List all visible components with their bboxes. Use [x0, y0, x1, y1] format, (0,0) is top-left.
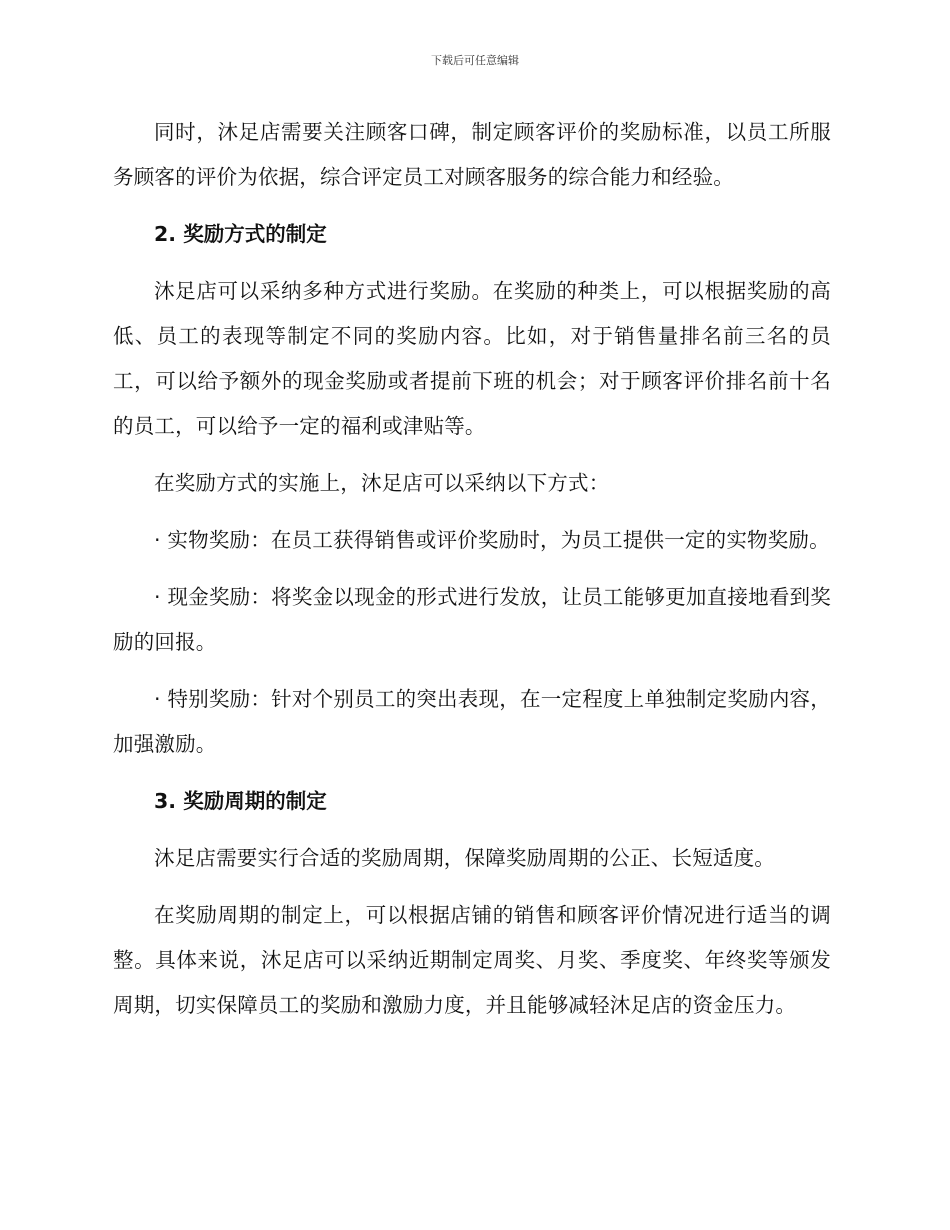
paragraph-reward-cycle-details: 在奖励周期的制定上，可以根据店铺的销售和顾客评价情况进行适当的调整。具体来说，沐足店可以采纳近期制定周奖、月奖、季度奖、年终奖等颁发周期，切实保障员工的奖励和激励力度，并且能够减轻沐足店的资金压力。 [113, 903, 831, 1017]
paragraph-reward-cycle-intro: 沐足店需要实行合适的奖励周期，保障奖励周期的公正、长短适度。 [154, 846, 775, 870]
section-heading-reward-cycle: 3. 奖励周期的制定 [154, 789, 327, 813]
section-heading-reward-methods: 2. 奖励方式的制定 [154, 222, 327, 246]
bullet-item-physical-reward: · 实物奖励：在员工获得销售或评价奖励时，为员工提供一定的实物奖励。 [154, 528, 830, 552]
document-body [113, 110, 831, 1040]
bullet-item-special-reward: · 特别奖励：针对个别员工的突出表现，在一定程度上单独制定奖励内容，加强激励。 [113, 687, 831, 756]
page-header: 下载后可任意编辑 [431, 54, 519, 67]
paragraph-customer-reputation: 同时，沐足店需要关注顾客口碑，制定顾客评价的奖励标准，以员工所服务顾客的评价为依据，综合评定员工对顾客服务的综合能力和经验。 [113, 120, 831, 189]
paragraph-reward-types: 沐足店可以采纳多种方式进行奖励。在奖励的种类上，可以根据奖励的高低、员工的表现等制定不同的奖励内容。比如，对于销售量排名前三名的员工，可以给予额外的现金奖励或者提前下班的机会；对于顾客评价排名前十名的员工，可以给予一定的福利或津贴等。 [113, 279, 831, 438]
bullet-item-cash-reward: · 现金奖励：将奖金以现金的形式进行发放，让员工能够更加直接地看到奖励的回报。 [113, 585, 831, 654]
paragraph-reward-implementation: 在奖励方式的实施上，沐足店可以采纳以下方式： [154, 471, 610, 495]
